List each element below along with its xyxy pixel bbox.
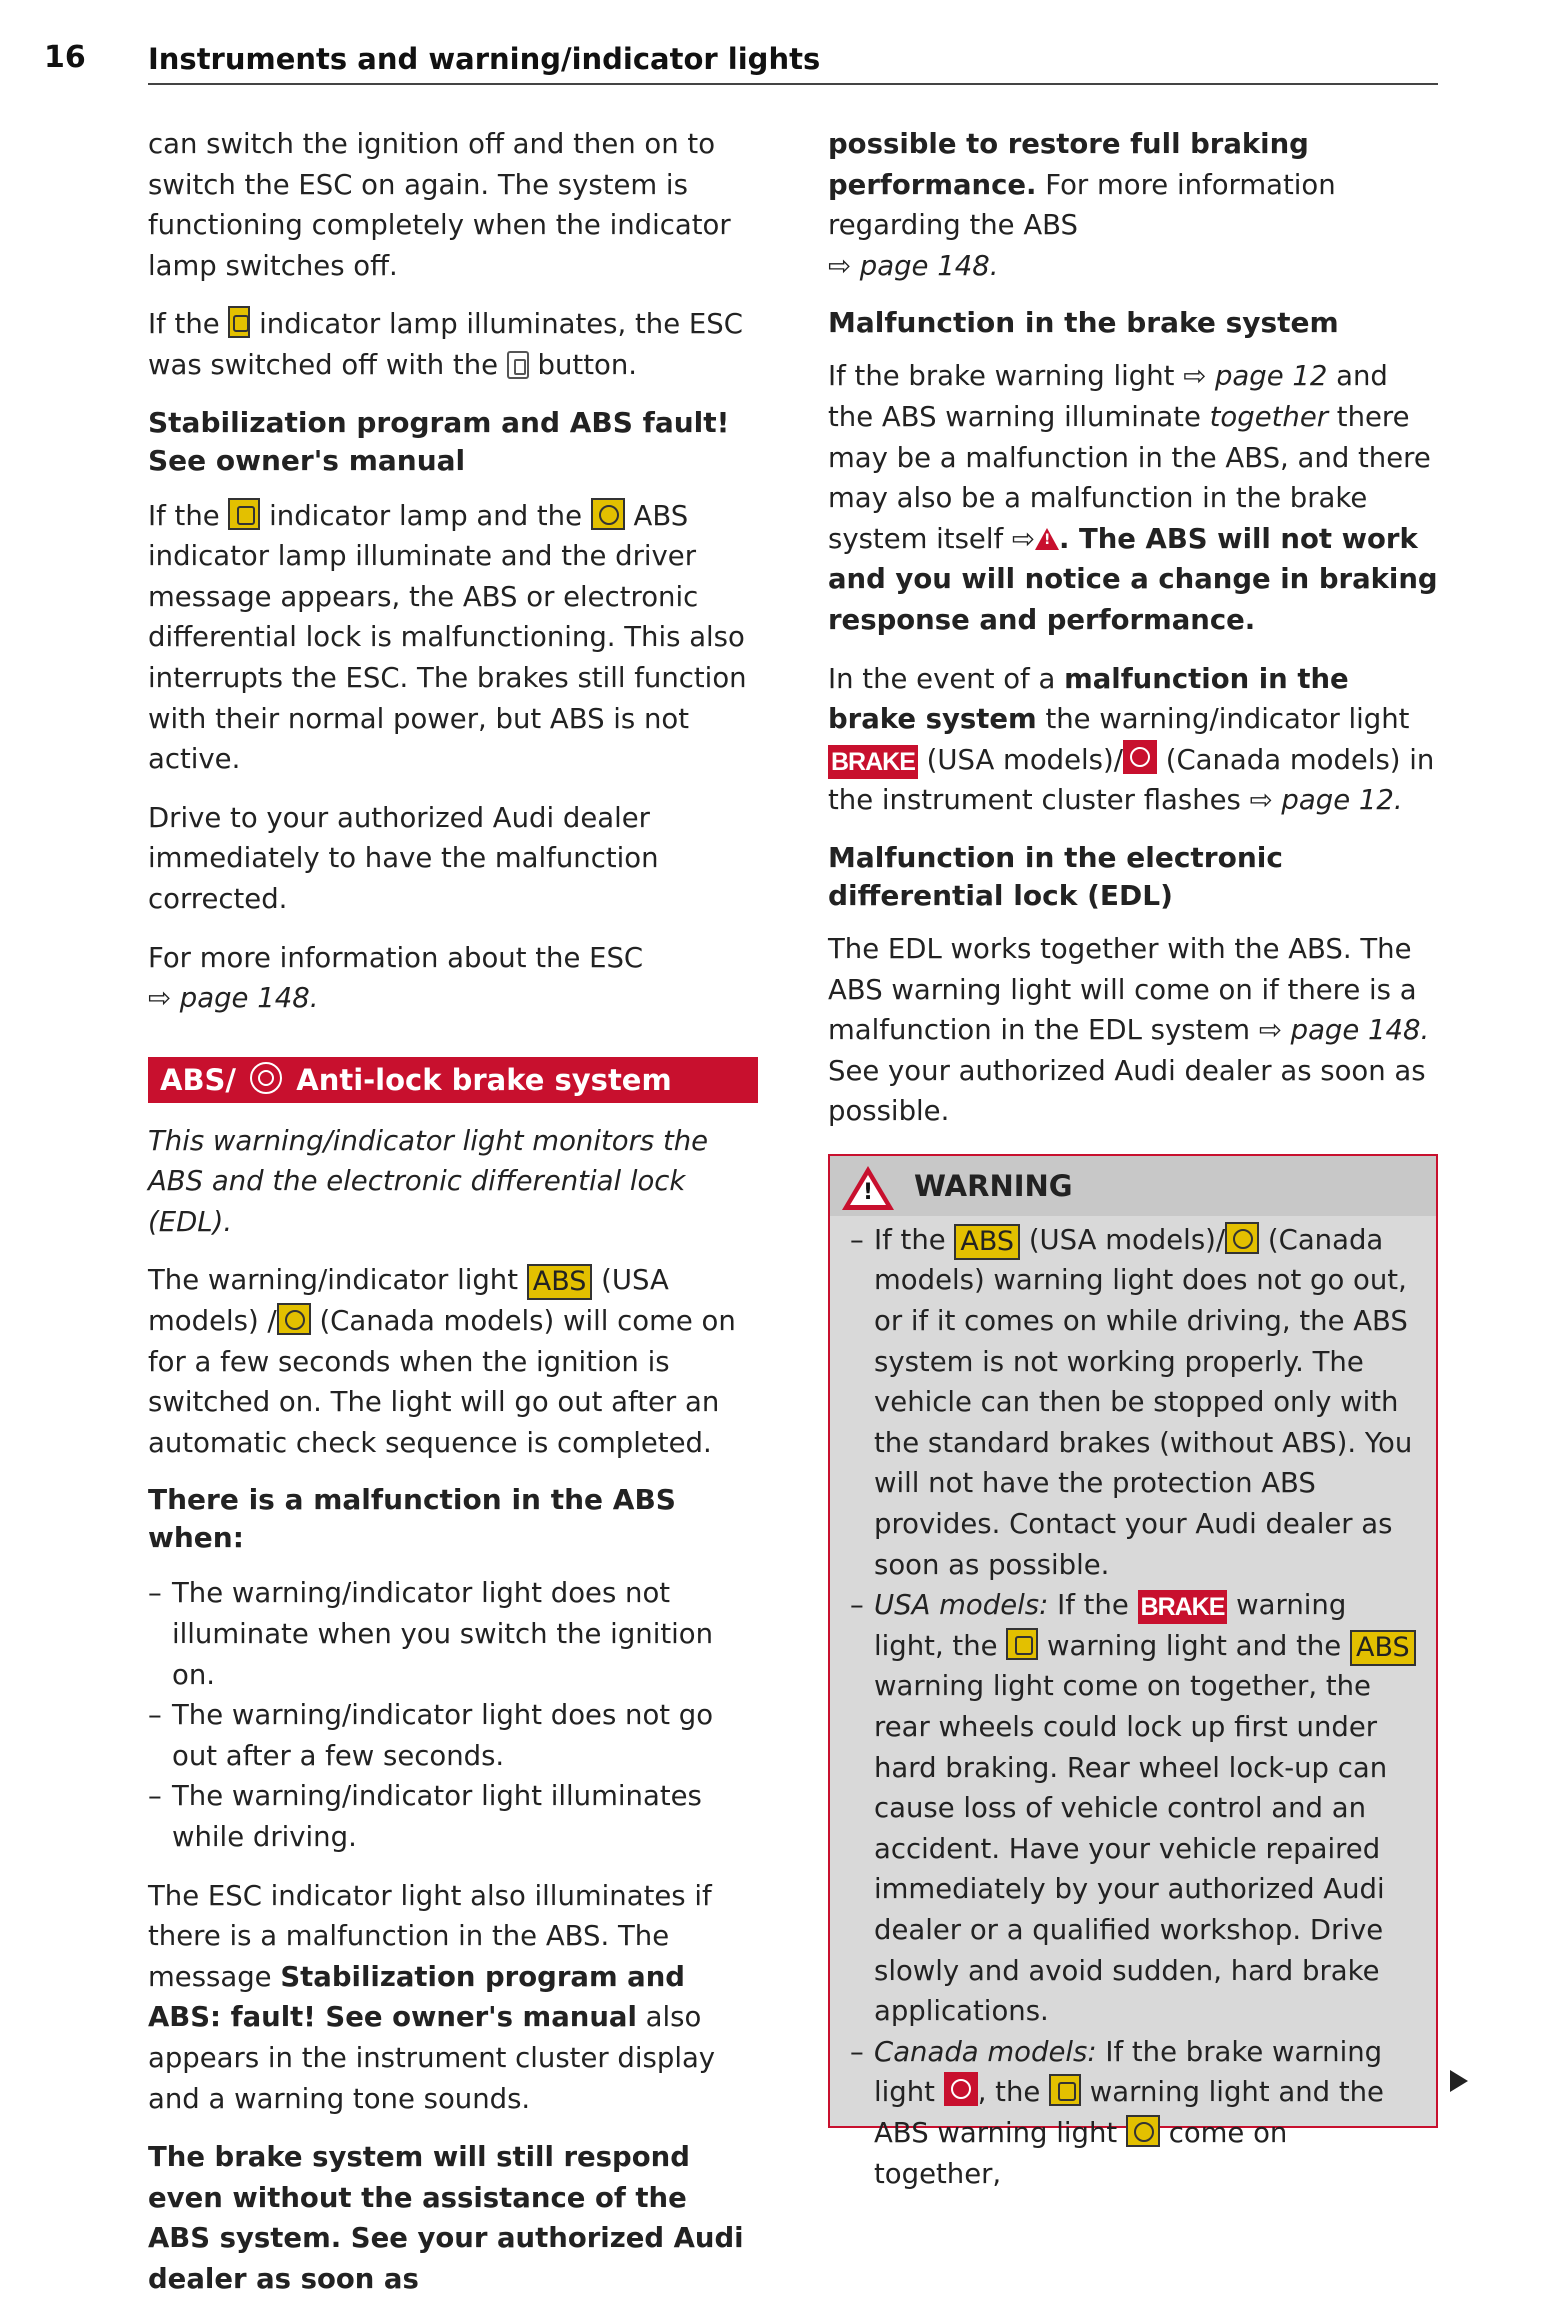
text: there may be a malfunction in the ABS, and there may also be a malfunction in the brake system itself — [828, 400, 1431, 555]
page-number: 16 — [44, 40, 86, 75]
brake-usa-indicator-icon: BRAKE — [828, 745, 918, 779]
text: come on together, — [874, 2116, 1288, 2190]
text: warning light and the ABS warning light — [874, 2076, 1384, 2149]
text: (Canada models) warning light does not go out, or if it comes on while driving, the ABS system is not working properly. The vehicle can then be stopped only with the standard brakes (without ABS). You will not have the protection ABS provides. Contact your Audi dealer as soon as possible. — [874, 1223, 1413, 1581]
warning-title: WARNING — [914, 1168, 1073, 1203]
paragraph-abs-edl-malfunction — [148, 496, 758, 780]
paragraph-edl — [828, 929, 1438, 1132]
list-item: – The warning/indicator light does not go out after a few seconds. — [148, 1695, 758, 1776]
text: The warning/indicator light — [148, 1264, 527, 1297]
text: For more information about the ESC — [148, 941, 644, 974]
text: (USA models)/ — [1020, 1223, 1226, 1256]
text: See your authorized Audi dealer as soon as possible. — [828, 1054, 1426, 1128]
text: The ESC indicator light also illuminates if there is a malfunction in the ABS. The message — [148, 1879, 712, 1993]
text: For more information regarding the ABS — [828, 168, 1336, 242]
driver-message: Stabilization program and ABS: fault! See owner's manual — [148, 1960, 685, 2034]
paragraph-drive-to-dealer: Drive to your authorized Audi dealer immediately to have the malfunction corrected. — [148, 801, 659, 915]
list-item: – The warning/indicator light does not illuminate when you switch the ignition on. — [148, 1573, 758, 1695]
text: If the — [1048, 1589, 1138, 1622]
text: Canada models: — [874, 2035, 1097, 2068]
page-reference-link[interactable]: ⇨ page 148. — [148, 982, 319, 1015]
warning-header — [830, 1156, 1436, 1216]
paragraph-esc-abs-message — [148, 1876, 758, 2120]
brake-usa-indicator-icon: BRAKE — [1138, 1590, 1228, 1624]
text: . The ABS will not work and you will notice a change in braking response and performance. — [828, 522, 1438, 636]
text: In the event of a — [828, 662, 1065, 695]
page-reference-link[interactable]: ⇨ page 148. — [1258, 1014, 1430, 1047]
paragraph-brake-malfunction — [828, 356, 1438, 640]
brake-canada-indicator-icon — [1123, 740, 1157, 774]
paragraph-esc-reset: can switch the ignition off and then on to switch the ESC on again. The system is functioning completely when the indicator lamp switches off. — [148, 128, 731, 282]
chapter-title: Instruments and warning/indicator lights — [148, 42, 821, 76]
heading-edl-malfunction: Malfunction in the electronic differential lock (EDL) — [828, 840, 1283, 912]
heading-abs-malfunction-when: There is a malfunction in the ABS when: — [148, 1483, 676, 1555]
text: also appears in the instrument cluster display and a warning tone sounds. — [148, 2001, 716, 2115]
section-intro: This warning/indicator light monitors the ABS and the electronic differential lock (EDL). — [148, 1124, 709, 1238]
text: If the brake warning light — [828, 360, 1184, 393]
warning-triangle-icon — [842, 1166, 894, 1210]
heading-stabilization-fault: Stabilization program and ABS fault! See owner's manual — [148, 405, 730, 477]
text: If the brake warning light — [874, 2035, 1383, 2109]
abs-usa-indicator-icon: ABS — [527, 1264, 593, 1300]
next-page-arrow-icon[interactable] — [1450, 2070, 1468, 2092]
esc-off-indicator-icon — [228, 306, 250, 338]
text: warning light and the — [1038, 1629, 1350, 1662]
warning-box — [828, 1154, 1438, 2190]
text: indicator lamp illuminates, the ESC was switched off with the — [148, 308, 743, 381]
warning-reference-arrow[interactable]: ⇨ — [1011, 522, 1035, 555]
abs-canada-indicator-icon — [1126, 2115, 1160, 2147]
text: If the — [148, 308, 229, 341]
brake-canada-indicator-icon — [944, 2072, 978, 2106]
text: and the ABS warning illuminate — [828, 360, 1388, 433]
text: If the — [148, 499, 229, 532]
text: the warning/indicator light — [1036, 703, 1410, 736]
abs-circle-icon — [250, 1062, 282, 1094]
paragraph-esc-off — [148, 304, 758, 385]
text: warning light come on together, the rear wheels could lock up first under hard braking. Rear wheel lock-up can cause loss of vehicle control and an accident. Have your vehicle repaired immediately by your authorized Audi dealer or a qualified workshop. Drive slowly and avoid sudden, hard brake applications. — [874, 1670, 1388, 2028]
page-reference-link[interactable]: ⇨ page 12. — [1249, 784, 1403, 817]
page-reference-link[interactable]: ⇨ page 148. — [828, 249, 999, 282]
text: The EDL works together with the ABS. The ABS warning light will come on if there is a malfunction in the EDL system — [828, 932, 1417, 1047]
text: ABS indicator lamp illuminate and the driver message appears, the ABS or electronic differential lock is malfunctioning. This also interrupts the ESC. The brakes still function with their normal power, but ABS is not active. — [148, 499, 747, 776]
list-item — [850, 2032, 1422, 2194]
abs-usa-indicator-icon: ABS — [1350, 1630, 1416, 1666]
text: If the — [874, 1223, 955, 1256]
paragraph-abs-check — [148, 1260, 758, 1463]
paragraph-brake-still-respond: The brake system will still respond even without the assistance of the ABS system. See your authorized Audi dealer as soon as — [148, 2141, 744, 2295]
abs-canada-indicator-icon — [1225, 1222, 1259, 1254]
abs-usa-indicator-icon: ABS — [954, 1224, 1020, 1260]
text: (USA models) / — [148, 1264, 669, 1338]
text: (Canada models) in the instrument cluster flashes — [828, 743, 1435, 817]
list-item — [850, 1220, 1422, 1585]
paragraph-esc-more-info — [148, 938, 758, 1019]
esc-indicator-icon — [1006, 1628, 1038, 1660]
text: USA models: — [874, 1589, 1049, 1622]
warning-list — [850, 1220, 1422, 2194]
section-heading-abs — [148, 1057, 758, 1103]
section-title: Anti-lock brake system — [296, 1062, 672, 1097]
paragraph-restore-braking — [828, 124, 1438, 286]
text: button. — [528, 348, 637, 381]
header-rule — [148, 83, 1438, 85]
right-column — [828, 124, 1438, 2190]
esc-indicator-icon — [1049, 2074, 1081, 2106]
paragraph-brake-flashes — [828, 659, 1438, 821]
esc-button-icon — [507, 351, 529, 379]
left-column — [148, 124, 758, 2318]
page-reference-link[interactable]: ⇨ page 12 — [1183, 360, 1328, 393]
text: together — [1209, 400, 1329, 433]
text: malfunction in the brake system — [828, 662, 1349, 736]
text: warning light, the — [874, 1589, 1347, 1662]
esc-indicator-icon — [228, 498, 260, 530]
text: (Canada models) will come on for a few seconds when the ignition is switched on. The light will go out after an automatic check sequence is completed. — [148, 1305, 736, 1459]
list-item — [850, 1585, 1422, 2032]
warning-body — [830, 1216, 1436, 2194]
text: indicator lamp and the — [260, 499, 591, 532]
text: , the — [977, 2076, 1050, 2109]
text: (USA models)/ — [917, 743, 1123, 776]
list-item: – The warning/indicator light illuminates while driving. — [148, 1776, 758, 1857]
abs-canada-indicator-icon — [277, 1303, 311, 1335]
malfunction-list — [148, 1573, 758, 1857]
warning-triangle-icon — [1035, 528, 1059, 550]
heading-brake-malfunction: Malfunction in the brake system — [828, 306, 1339, 340]
text: possible to restore full braking performance. — [828, 128, 1309, 201]
section-prefix: ABS/ — [160, 1062, 237, 1097]
abs-indicator-icon — [591, 498, 625, 530]
